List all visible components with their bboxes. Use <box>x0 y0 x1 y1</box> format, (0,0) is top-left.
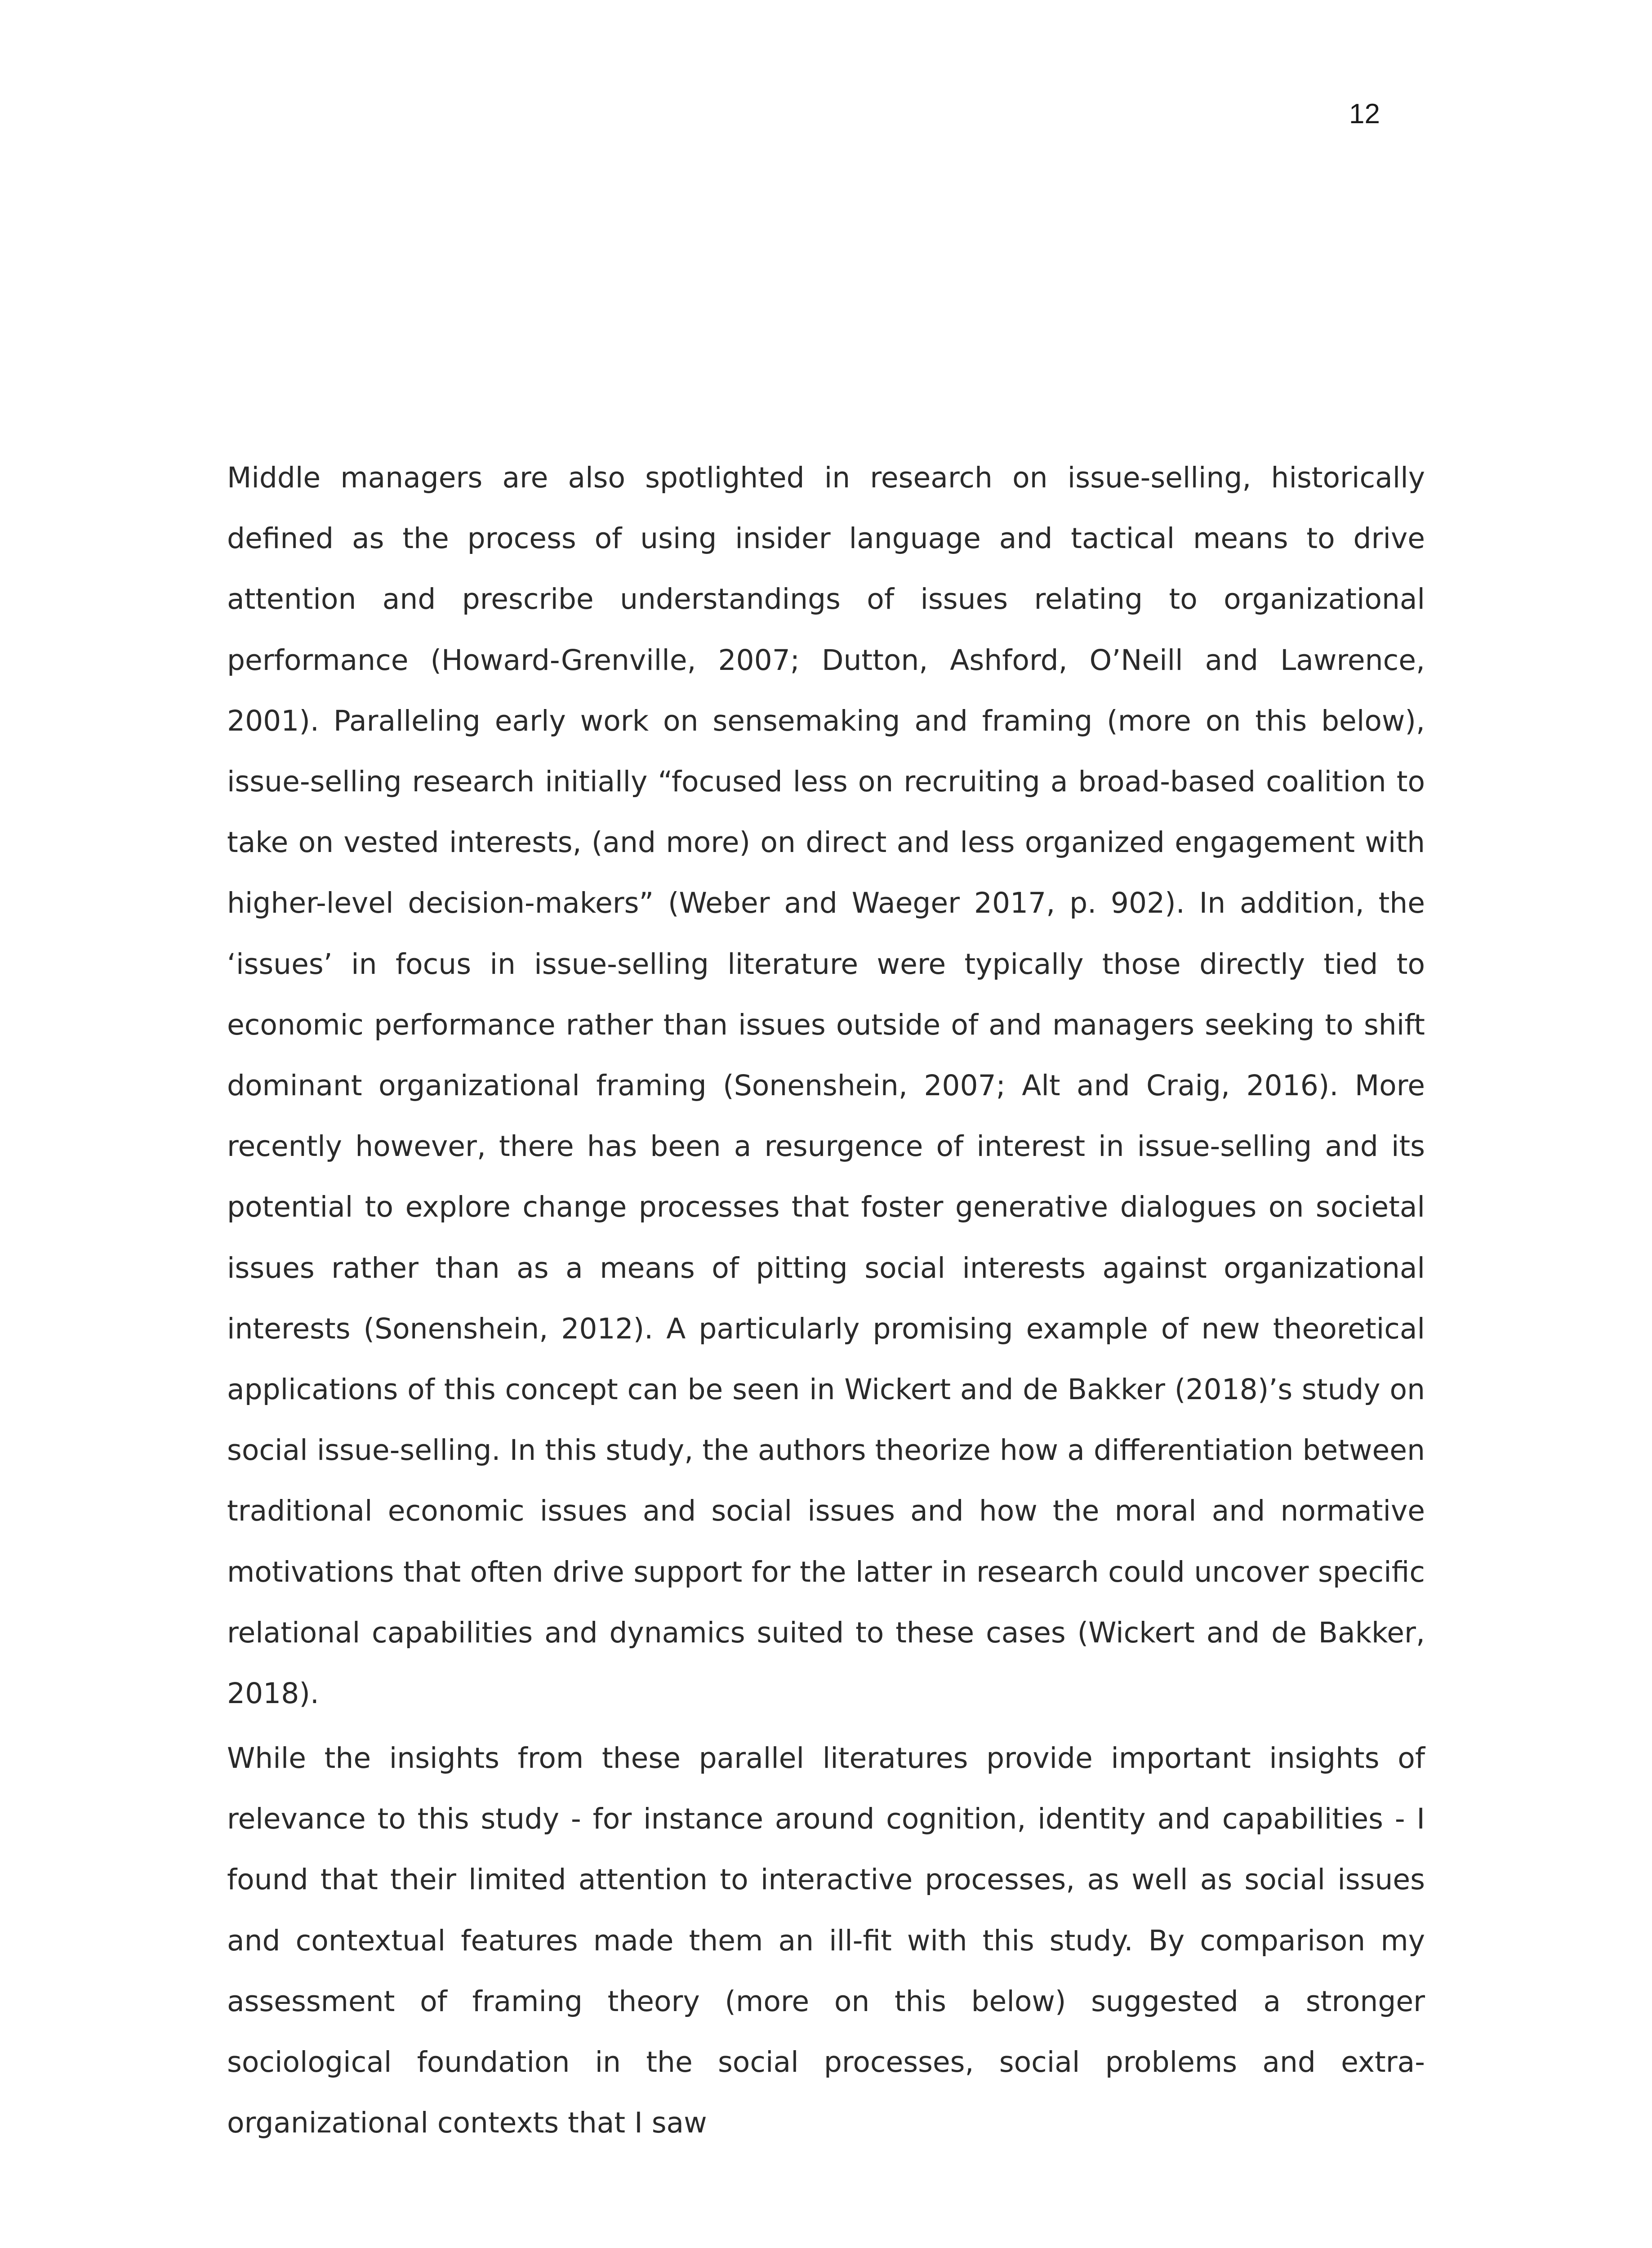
page-number: 12 <box>1349 98 1380 129</box>
body-paragraph-1: Middle managers are also spotlighted in research on issue-selling, historically defined as the process of using insider language and tactical means to drive attention and prescribe understandings of issues relating to organizational performance (Howard-Grenville, 2007; Dutton, Ashford, O’Neill and Lawrence, 2001). Paralleling early work on sensemaking and framing (more on this below), issue-selling research initially “focused less on recruiting a broad-based coalition to take on vested interests, (and more) on direct and less organized engagement with higher-level decision-makers” (Weber and Waeger 2017, p. 902). In addition, the ‘issues’ in focus in issue-selling literature were typically those directly tied to economic performance rather than issues outside of and managers seeking to shift dominant organizational framing (Sonenshein, 2007; Alt and Craig, 2016). More recently however, there has been a resurgence of interest in issue-selling and its potential to explore change processes that foster generative dialogues on societal issues rather than as a means of pitting social interests against organizational interests (Sonenshein, 2012). A particularly promising example of new theoretical applications of this concept can be seen in Wickert and de Bakker (2018)’s study on social issue-selling. In this study, the authors theorize how a differentiation between traditional economic issues and social issues and how the moral and normative motivations that often drive support for the latter in research could uncover specific relational capabilities and dynamics suited to these cases (Wickert and de Bakker, 2018). <box>227 461 1425 1710</box>
body-paragraph-2: While the insights from these parallel literatures provide important insights of relevance to this study - for instance around cognition, identity and capabilities - I found that their limited attention to interactive processes, as well as social issues and contextual features made them an ill-fit with this study. By comparison my assessment of framing theory (more on this below) suggested a stronger sociological foundation in the social processes, social problems and extra-organizational contexts that I saw <box>227 1742 1425 2140</box>
